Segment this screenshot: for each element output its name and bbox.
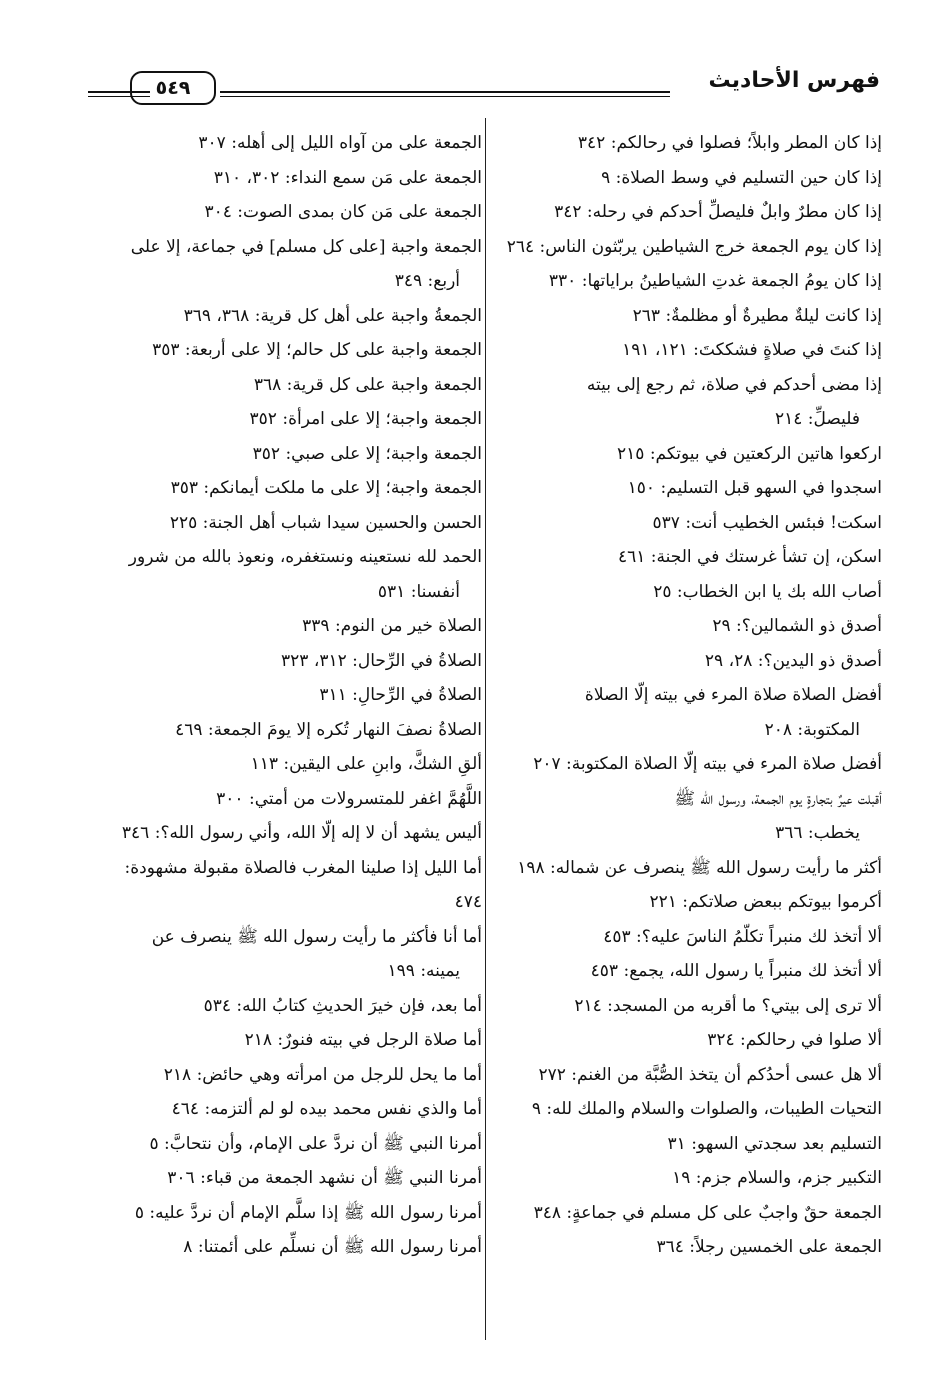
index-entry: ألا أتخذ لك منبراً تكلّمُ الناسَ عليه؟: ٤٥٣ <box>603 926 882 947</box>
left-column <box>78 126 482 1265</box>
index-entry: الجمعة واجبة [على كل مسلم] في جماعة، إلا على <box>130 236 482 257</box>
index-entry: الجمعة على مَن سمع النداء: ٣٠٢، ٣١٠ <box>213 167 482 188</box>
index-entry: أما بعد، فإن خيرَ الحديثِ كتابُ الله: ٥٣٤ <box>203 995 482 1016</box>
index-entry: الجمعة واجبة على كل قرية: ٣٦٨ <box>253 374 482 395</box>
index-entry: التحيات الطيبات، والصلوات والسلام والملك لله: ٩ <box>531 1099 882 1119</box>
index-entry: ألا هل عسى أحدُكم أن يتخذ الصُّبَّة من الغنم: ٢٧٢ <box>538 1064 882 1085</box>
index-entry-continuation: أربع: ٣٤٩ <box>394 271 460 291</box>
index-entry: إذا مضى أحدكم في صلاة، ثم رجع إلى بيته <box>586 374 882 395</box>
index-entry: ألا أتخذ لك منبراً يا رسول الله، يجمع: ٤٥٣ <box>590 961 882 981</box>
index-entry: التسليم بعد سجدتي السهو: ٣١ <box>667 1133 882 1154</box>
index-entry: اسكن، إن تشأ غرستك في الجنة: ٤٦١ <box>617 547 882 567</box>
index-entry: اسجدوا في السهو قبل التسليم: ١٥٠ <box>627 478 882 498</box>
index-entry: إذا كان مطرٌ وابلٌ فليصلِّ أحدكم في رحله: ٣٤٢ <box>554 202 882 222</box>
index-entry: الصلاةُ نصفَ النهار تُكره إلا يومَ الجمعة: ٤٦٩ <box>175 719 482 740</box>
index-entry: الجمعةُ واجبة على أهل كل قرية: ٣٦٨، ٣٦٩ <box>183 305 482 326</box>
index-entry: أمرنا رسول الله ﷺ أن نسلِّم على أئمتنا: ٨ <box>183 1237 482 1257</box>
index-entry: أما أنا فأكثر ما رأيت رسول الله ﷺ ينصرف عن <box>151 926 482 947</box>
index-entry: الجمعة واجبة؛ إلا على امرأة: ٣٥٢ <box>249 409 482 429</box>
index-entry-continuation: أنفسنا: ٥٣١ <box>377 581 460 602</box>
index-entry: الجمعة حقٌ واجبٌ على كل مسلم في جماعةٍ: ٣٤٨ <box>533 1202 882 1223</box>
index-entry: أما والذي نفس محمد بيده لو لم ألتزمه: ٤٦٤ <box>171 1099 482 1119</box>
index-entry: أصدق ذو الشمالين؟: ٢٩ <box>712 616 882 636</box>
page-number: ٥٤٩ <box>130 71 216 105</box>
index-entry: الجمعة واجبة على كل حالم؛ إلا على أربعة: ٣٥٣ <box>152 340 482 360</box>
index-entry: أليس يشهد أن لا إله إلّا الله، وأني رسول الله؟: ٣٤٦ <box>121 823 482 843</box>
index-entry: الجمعة على من آواه الليل إلى أهله: ٣٠٧ <box>198 133 482 153</box>
index-entry: أمرنا النبي ﷺ أن نردَّ على الإمام، وأن نتحابَّ: ٥ <box>149 1133 482 1154</box>
index-entry: أما صلاة الرجل في بيته فنورٌ: ٢١٨ <box>244 1030 482 1050</box>
index-entry-continuation: المكتوبة: ٢٠٨ <box>764 719 860 740</box>
index-entry: ألا ترى إلى بيتي؟ ما أقربه من المسجد: ٢١٤ <box>574 995 882 1016</box>
index-entry: الصلاةُ في الرِّحالِ: ٣١١ <box>319 685 482 705</box>
index-entry: الحسن والحسين سيدا شباب أهل الجنة: ٢٢٥ <box>169 512 482 533</box>
index-entry: ٤٧٤ <box>454 892 482 912</box>
index-entry: الصلاةُ في الرِّحال: ٣١٢، ٣٢٣ <box>281 650 482 671</box>
index-entry: اسكت! فبئس الخطيب أنت: ٥٣٧ <box>652 512 882 533</box>
index-entry: أما الليل إذا صلينا المغرب فالصلاة مقبولة مشهودة: <box>124 857 482 878</box>
index-entry: الحمد لله نستعينه ونستغفره، ونعوذ بالله من شرور <box>128 547 482 567</box>
index-entry: أقبلت عيرٌ بتجارةٍ يوم الجمعة، ورسول الله ﷺ <box>674 788 882 809</box>
index-entry: إذا كان حين التسليم في وسط الصلاة: ٩ <box>601 167 882 188</box>
index-entry: أفضل الصلاة صلاة المرء في بيته إلّا الصلاة <box>584 685 882 705</box>
index-entry: إذا كنتَ في صلاةٍ فشككتَ: ١٢١، ١٩١ <box>622 340 882 360</box>
index-entry: الجمعة واجبة؛ إلا على ما ملكت أيمانكم: ٣٥٣ <box>170 478 482 498</box>
index-entry: الجمعة واجبة؛ إلا على صبي: ٣٥٢ <box>252 443 482 464</box>
index-entry-continuation: فليصلِّ: ٢١٤ <box>774 409 860 429</box>
index-entry: الجمعة على مَن كان بمدى الصوت: ٣٠٤ <box>204 202 482 222</box>
index-entry: إذا كان يومُ الجمعة غدتِ الشياطينُ براياتها: ٣٣٠ <box>548 271 882 291</box>
index-entry: الجمعة على الخمسين رجلاً: ٣٦٤ <box>656 1237 882 1257</box>
right-column <box>490 126 882 1265</box>
index-entry: أفضل صلاة المرء في بيته إلّا الصلاة المكتوبة: ٢٠٧ <box>533 754 882 774</box>
index-entry: إذا كان يوم الجمعة خرج الشياطين يربّثون الناس: ٢٦٤ <box>506 236 882 257</box>
index-entry-continuation: يخطب: ٣٦٦ <box>775 823 860 843</box>
header-rule <box>220 91 670 97</box>
index-entry: إذا كان المطر وابلاً؛ فصلوا في رحالكم: ٣٤٢ <box>577 133 882 153</box>
column-divider <box>485 118 486 1340</box>
index-entry: أصاب الله بك يا ابن الخطاب: ٢٥ <box>653 581 882 602</box>
index-entry: التكبير جزم، والسلام جزم: ١٩ <box>672 1168 882 1188</box>
index-entry: الصلاة خير من النوم: ٣٣٩ <box>302 616 482 636</box>
index-entry: أمرنا النبي ﷺ أن نشهد الجمعة من قباء: ٣٠٦ <box>167 1168 482 1188</box>
index-entry: أما ما يحل للرجل من امرأته وهي حائض: ٢١٨ <box>163 1064 482 1085</box>
index-entry: اللَّهُمَّ اغفر للمتسرولات من أمتي: ٣٠٠ <box>216 788 482 809</box>
header-rule <box>88 91 150 97</box>
index-entry: اركعوا هاتين الركعتين في بيوتكم: ٢١٥ <box>617 443 882 464</box>
header-title: فهرس الأحاديث <box>708 68 880 93</box>
index-entry-continuation: يمينه: ١٩٩ <box>387 961 460 981</box>
index-entry: أكثر ما رأيت رسول الله ﷺ ينصرف عن شماله: ١٩٨ <box>517 857 882 878</box>
page-header <box>60 66 880 112</box>
index-entry: ألقِ الشكَّ، وابنِ على اليقين: ١١٣ <box>250 754 482 774</box>
index-entry: أصدق ذو اليدين؟: ٢٨، ٢٩ <box>704 650 882 671</box>
index-entry: أكرموا بيوتكم ببعض صلاتكم: ٢٢١ <box>649 892 882 912</box>
index-entry: ألا صلوا في رحالكم: ٣٢٤ <box>707 1030 882 1050</box>
index-entry: أمرنا رسول الله ﷺ إذا سلَّم الإمام أن نردَّ عليه: ٥ <box>134 1202 482 1223</box>
index-entry: إذا كانت ليلةٌ مطيرةٌ أو مظلمةٌ: ٢٦٣ <box>632 305 882 326</box>
